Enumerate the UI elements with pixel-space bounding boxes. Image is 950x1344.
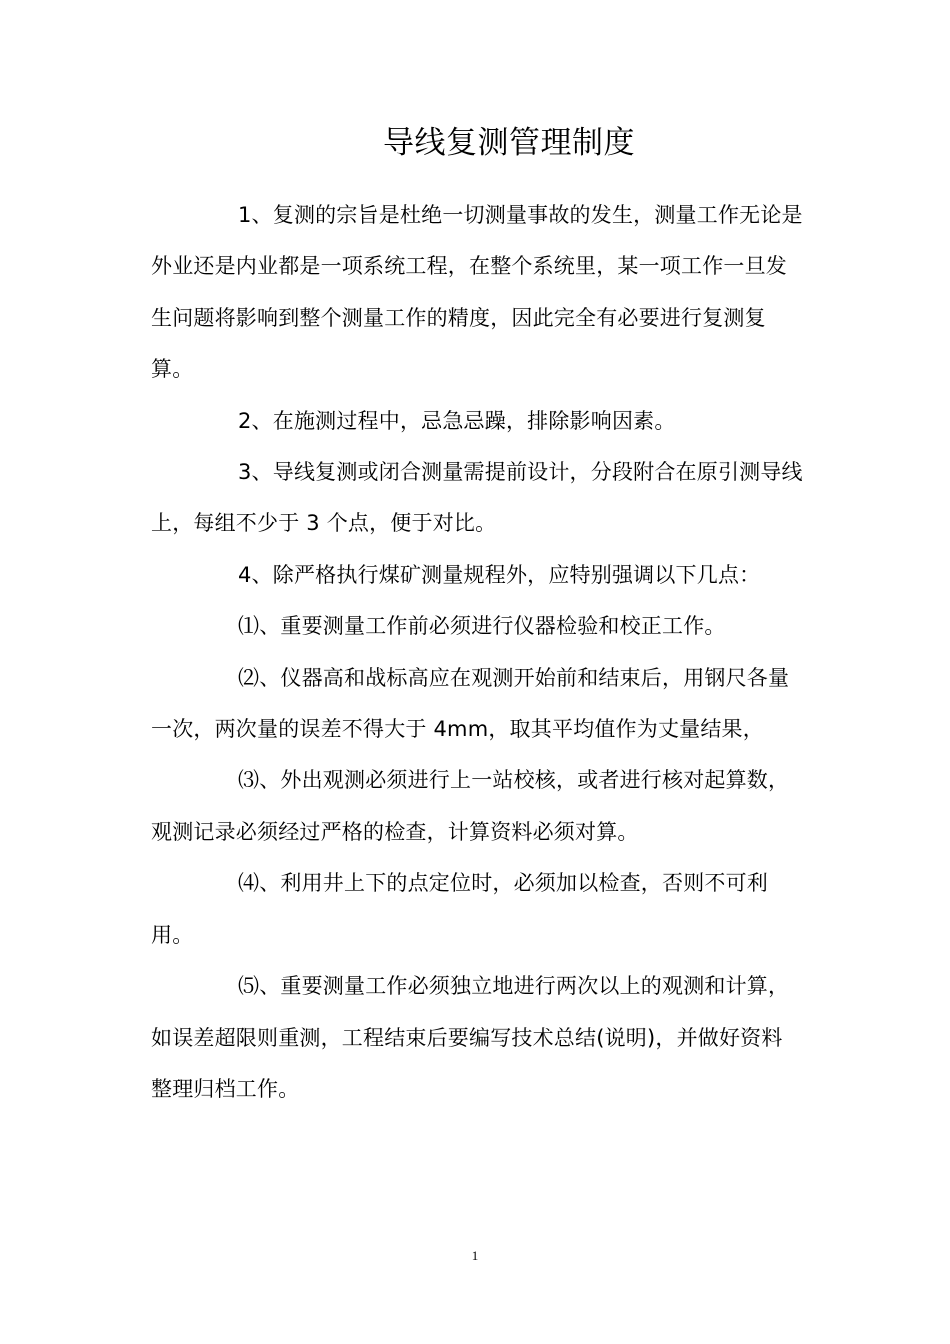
paragraph-2: 2、在施测过程中，忌急忌躁，排除影响因素。 bbox=[238, 408, 676, 433]
paragraph-4-4: ⑷、利用井上下的点定位时，必须加以检查，否则不可利用。 bbox=[151, 871, 768, 947]
paragraph-4-2: ⑵、仪器高和战标高应在观测开始前和结束后，用钢尺各量一次，两次量的误差不得大于 4mm，取其平均值作为丈量结果， bbox=[151, 665, 790, 742]
paragraph-4-1: ⑴、重要测量工作前必须进行仪器检验和校正工作。 bbox=[238, 614, 726, 639]
paragraph-1: 1、复测的宗旨是杜绝一切测量事故的发生，测量工作无论是外业还是内业都是一项系统工程，在整个系统里，某一项工作一旦发生问题将影响到整个测量工作的精度，因此完全有必要进行复测复算。 bbox=[151, 203, 803, 382]
paragraph-4-3: ⑶、外出观测必须进行上一站校核，或者进行核对起算数，观测记录必须经过严格的检查，计算资料必须对算。 bbox=[151, 768, 790, 844]
paragraph-4-5: ⑸、重要测量工作必须独立地进行两次以上的观测和计算，如误差超限则重测，工程结束后要编写技术总结(说明)，并做好资料整理归档工作。 bbox=[151, 974, 790, 1101]
page-number: 1 bbox=[471, 1248, 479, 1263]
paragraph-4: 4、除严格执行煤矿测量规程外，应特别强调以下几点： bbox=[238, 562, 761, 587]
document-title: 导线复测管理制度 bbox=[383, 125, 635, 161]
document-body bbox=[151, 190, 803, 1115]
paragraph-3: 3、导线复测或闭合测量需提前设计，分段附合在原引测导线上，每组不少于 3 个点，便于对比。 bbox=[151, 460, 803, 536]
